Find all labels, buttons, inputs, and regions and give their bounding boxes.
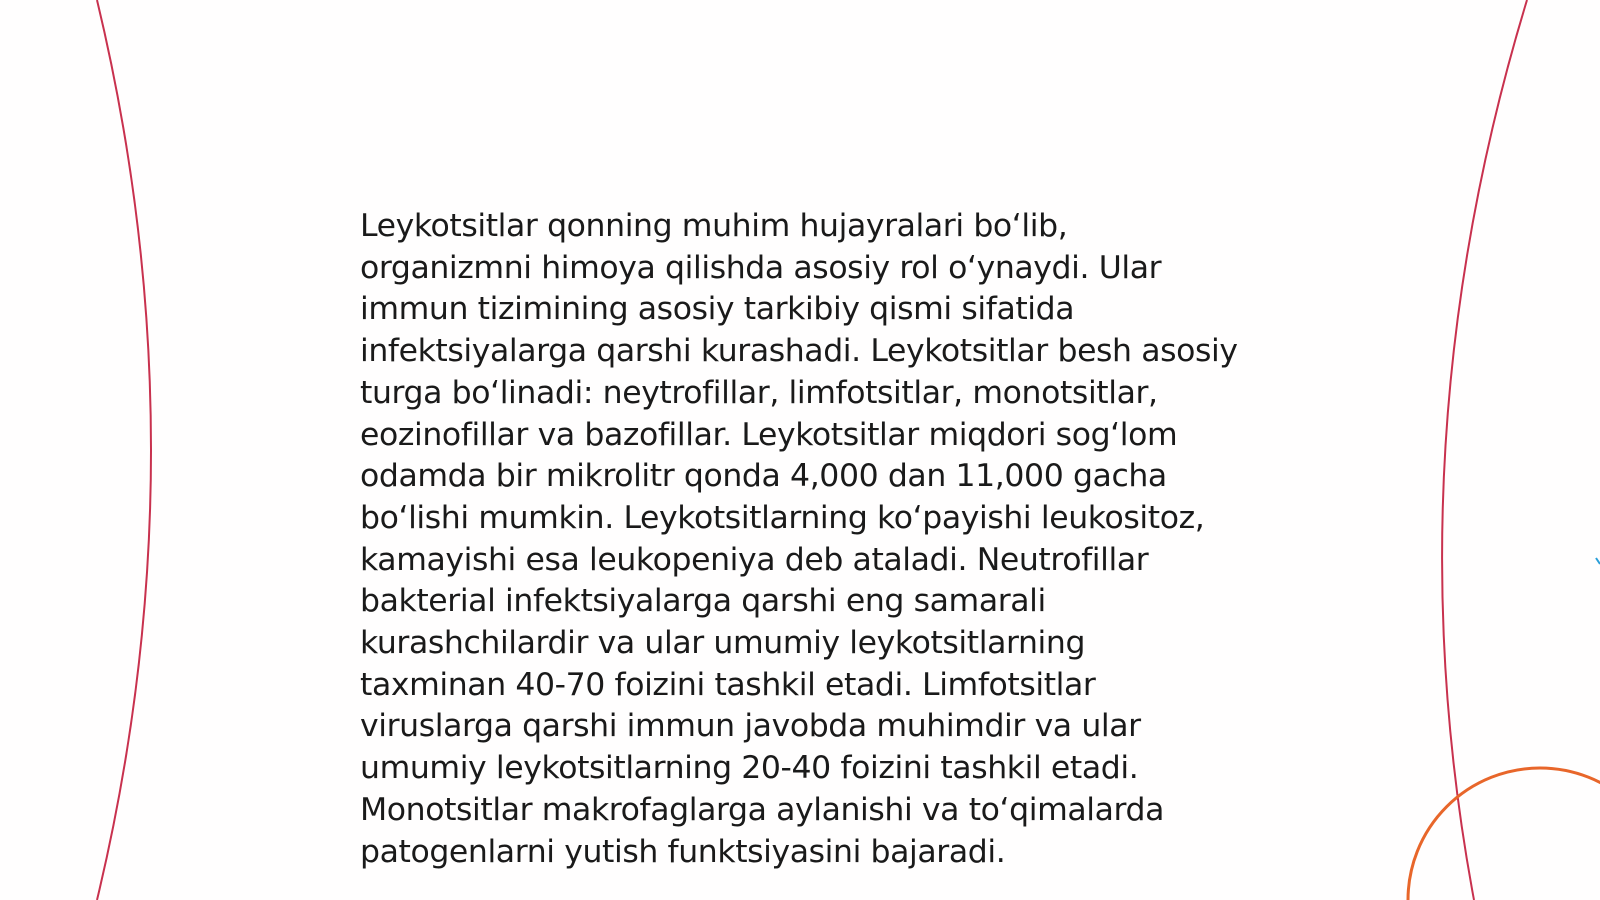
body-paragraph: Leykotsitlar qonning muhim hujayralari bo‘lib, organizmni himoya qilishda asosiy rol o‘ynaydi. Ular immun tizimining asosiy tarkibiy qismi sifatida infektsiyalarga qarshi kurashadi. Leykotsitlar besh asosiy turga bo‘linadi: neytrofillar, limfotsitlar, monotsitlar, eozinofillar va bazofillar. Leykotsitlar miqdori sog‘lom odamda bir mikrolitr qonda 4,000 dan 11,000 gacha bo‘lishi mumkin. Leykotsitlarning ko‘payishi leukositoz, kamayishi esa leukopeniya deb ataladi. Neutrofillar bakterial infektsiyalarga qarshi eng samarali kurashchilardir va ular umumiy leykotsitlarning taxminan 40-70 foizini tashkil etadi. Limfotsitlar viruslarga qarshi immun javobda muhimdir va ular umumiy leykotsitlarning 20-40 foizini tashkil etadi. Monotsitlar makrofaglarga aylanishi va to‘qimalarda patogenlarni yutish funktsiyasini bajaradi.: [360, 208, 1238, 870]
corner-circle-decoration: [1408, 768, 1600, 900]
edge-accent-mark: [1596, 558, 1600, 564]
right-arc-decoration: [1442, 0, 1527, 900]
left-arc-decoration: [97, 0, 151, 900]
